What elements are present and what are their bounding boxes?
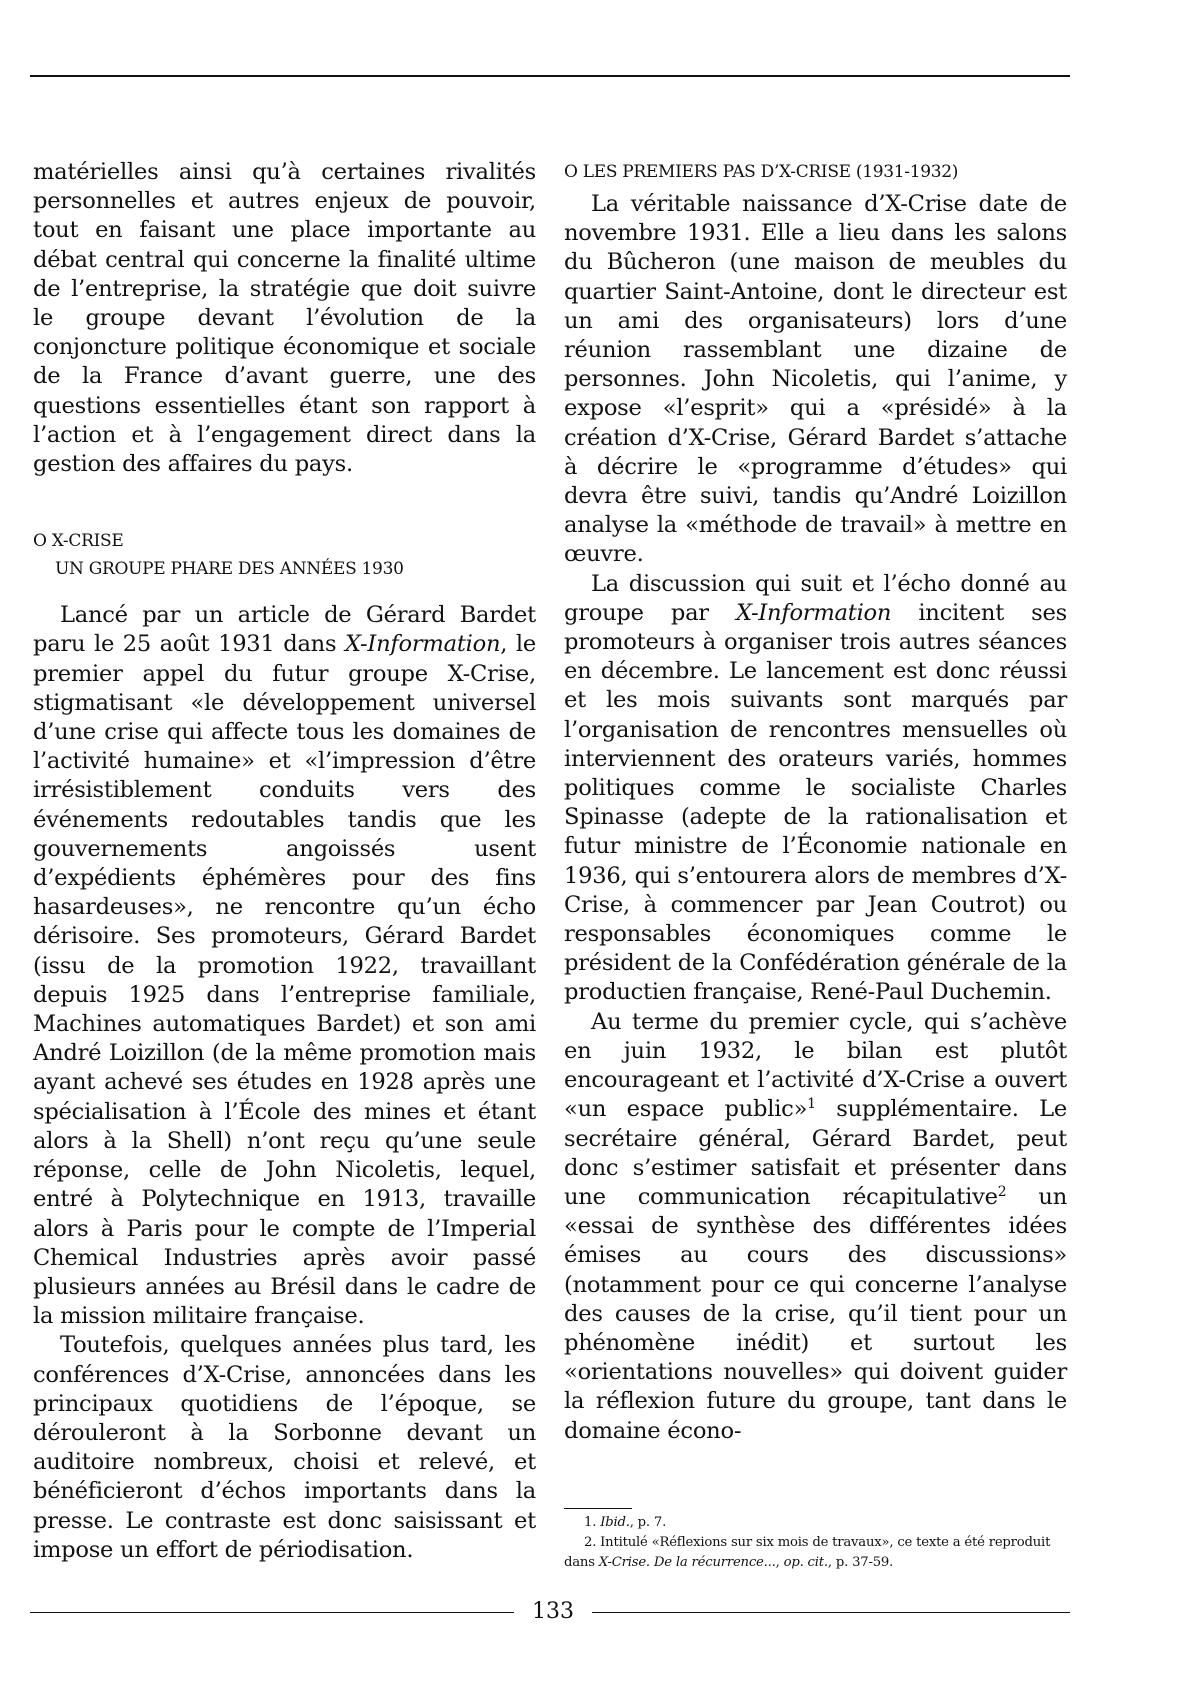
section-heading-x-crise [33, 527, 536, 583]
right-paragraph-3 [564, 1008, 1067, 1446]
footnote-text: , p. 7. [629, 1515, 667, 1530]
right-column [564, 190, 1067, 1446]
left-paragraph-1: matérielles ainsi qu’à certaines rivalités personnelles et autres enjeux de pouvoir, tout en faisant une place importante au débat central qui concerne la finalité ultime de l’entreprise, la stratégie que doit suivre le groupe devant l’évolution de la conjoncture politique économique et sociale de la France d’avant guerre, une des questions essentielles étant son rapport à l’action et à l’engagement direct dans la gestion des affaires du pays. [33, 159, 536, 478]
page-footer [30, 1597, 1070, 1627]
footnote-reference-2[interactable]: 2 [997, 1183, 1007, 1200]
text-segment: La discussion qui suit et l’écho donné au groupe par [564, 570, 1067, 626]
text-segment: , le premier appel du futur groupe X-Crise, stigmatisant «le développement universel d’une crise qui affecte tous les domaines de l’activité humaine» et «l’impression d’être irrésistiblement conduits vers des événements redoutables tandis que les gouvernements angoissés usent d’expédients éphémères pour des fins hasardeuses», ne rencontre qu’un écho dérisoire. Ses promoteurs, Gérard Bardet (issu de la promotion 1922, travaillant depuis 1925 dans l’entreprise familiale, Machines automatiques Bardet) et son ami André Loizillon (de la même promotion mais ayant achevé ses études en 1928 après une spécialisation à l’École des mines et étant alors à la Shell) n’ont reçu qu’une seule réponse, celle de John Nicoletis, lequel, entré à Polytechnique en 1913, travaille alors à Paris pour le compte de l’Imperial Chemical Industries après avoir passé plusieurs années au Brésil dans le cadre de la mission militaire française. [33, 631, 536, 1330]
text-segment: Lancé par un article de Gérard Bardet paru le 25 août 1931 dans [33, 602, 536, 658]
text-segment: un «essai de synthèse des différentes idées émises au cours des discussions» (notamment pour ce qui concerne l’analyse des causes de la crise, qu’il tient pour un phénomène inédit) et surtout les «orientations nouvelles» qui doivent guider la réflexion future du groupe, tant dans le domaine écono- [564, 1183, 1067, 1444]
text-segment: supplémentaire. Le secrétaire général, Gérard Bardet, peut donc s’estimer satisfait et présenter dans une communication récapitulative [564, 1096, 1067, 1210]
section-heading-premiers-pas: O LES PREMIERS PAS D’X-CRISE (1931-1932) [564, 162, 959, 182]
right-paragraph-2 [564, 570, 1067, 1008]
footnote-rule [564, 1508, 632, 1509]
left-paragraph-3: Toutefois, quelques années plus tard, les conférences d’X-Crise, annoncées dans les principaux quotidiens de l’époque, se dérouleront à la Sorbonne devant un auditoire nombreux, choisi et relevé, et bénéficieront d’échos importants dans la presse. Le contraste est donc saisissant et impose un effort de périodisation. [33, 1332, 536, 1563]
text-segment: Au terme du premier cycle, qui s’achève en juin 1932, le bilan est plutôt encourageant et l’activité d’X-Crise a ouvert «un espace public» [564, 1008, 1067, 1123]
footnotes [564, 1513, 1064, 1573]
footnote-1 [564, 1513, 1064, 1533]
footnote-op-cit: op. cit. [783, 1555, 828, 1570]
left-column [33, 158, 536, 1565]
publication-title: X-Information [735, 599, 892, 626]
footnote-ibid: Ibid. [600, 1515, 630, 1530]
footnote-text: 2. Intitulé «Réflexions sur six mois de travaux», ce texte a été reproduit dans [564, 1535, 1051, 1570]
footnote-reference-1[interactable]: 1 [807, 1096, 816, 1113]
top-rule [30, 75, 1070, 77]
footnote-2 [564, 1533, 1064, 1573]
footnote-title: X-Crise. De la récurrence... [598, 1555, 776, 1570]
footer-rule-left [30, 1612, 514, 1613]
left-paragraph-2 [33, 601, 536, 1331]
section-heading-line-2: UN GROUPE PHARE DES ANNÉES 1930 [55, 559, 404, 580]
footnote-text: , [775, 1555, 784, 1570]
right-paragraph-1: La véritable naissance d’X-Crise date de novembre 1931. Elle a lieu dans les salons du Bûcheron (une maison de meubles du quartier Saint-Antoine, dont le directeur est un ami des organisateurs) lors d’une réunion rassemblant une dizaine de personnes. John Nicoletis, qui l’anime, y expose «l’esprit» qui a «présidé» à la création d’X-Crise, Gérard Bardet s’attache à décrire le «programme d’études» qui devra être suivi, tandis qu’André Loizillon analyse la «méthode de travail» à mettre en œuvre. [564, 191, 1067, 568]
publication-title: X-Information [345, 631, 501, 658]
footnote-number: 1. [584, 1515, 601, 1530]
footer-rule-right [592, 1612, 1070, 1613]
text-segment: incitent ses promoteurs à organiser trois autres séances en décembre. Le lancement est donc réussi et les mois suivants sont marqués par l’organisation de rencontres mensuelles où interviennent des orateurs variés, hommes politiques comme le socialiste Charles Spinasse (adepte de la rationalisation et futur ministre de l’Économie nationale en 1936, qui s’entourera alors de membres d’X-Crise, à commencer par Jean Coutrot) ou responsables économiques comme le président de la Confédération générale de la productien française, René-Paul Duchemin. [564, 599, 1067, 1006]
section-heading-line-1: O X-CRISE [33, 531, 124, 552]
footnote-text: , p. 37-59. [827, 1555, 894, 1570]
page-number: 133 [532, 1599, 574, 1624]
